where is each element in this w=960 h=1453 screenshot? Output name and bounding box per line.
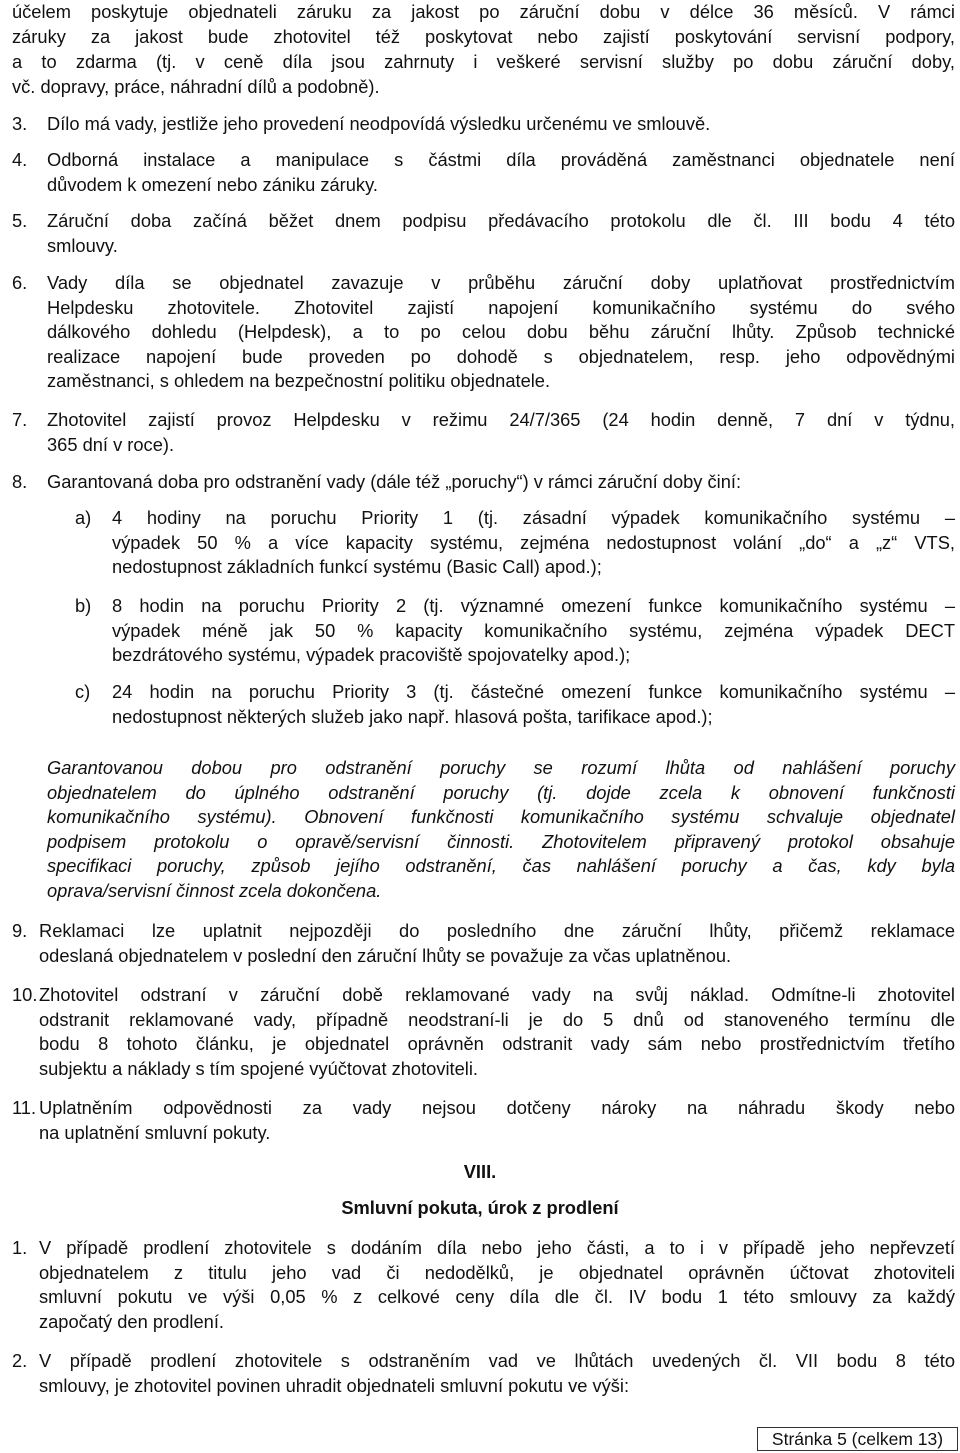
- italic-line: Garantovanou dobou pro odstranění poruchy se rozumí lhůta od nahlášení poruchy: [47, 757, 955, 778]
- item-line: zaměstnanci, s ohledem na bezpečnostní politiku objednatele.: [47, 370, 551, 392]
- item-line: Vady díla se objednatel zavazuje v průběhu záruční doby uplatňovat prostřednictvím: [47, 272, 955, 293]
- item-line: odstranit reklamované vady, případně neodstraní-li je do 5 dnů od stanoveného termínu dle: [39, 1008, 955, 1030]
- italic-line: objednatelem do úplného odstranění poruchy (tj. dojde zcela k obnovení funkčnosti: [47, 781, 955, 803]
- italic-paragraph: [47, 756, 955, 904]
- item-line: Zhotovitel odstraní v záruční době reklamované vady na svůj náklad. Odmítne-li zhotovitel: [39, 984, 955, 1005]
- sub-item-line: 4 hodiny na poruchu Priority 1 (tj. zásadní výpadek komunikačního systému –: [112, 507, 955, 528]
- list-item-5: [12, 209, 955, 258]
- item-line: objednatelem z titulu jeho vad či nedodělků, je objednatel oprávněn účtovat zhotoviteli: [39, 1261, 955, 1283]
- item-number: 2.: [12, 1350, 28, 1371]
- list-item-9: [12, 919, 955, 968]
- sub-item-line: výpadek méně jak 50 % kapacity komunikačního systému, zejména výpadek DECT: [112, 619, 955, 641]
- item-line: V případě prodlení zhotovitele s odstraněním vad ve lhůtách uvedených čl. VII bodu 8 této: [39, 1350, 955, 1371]
- item-line: důvodem k omezení nebo zániku záruky.: [47, 173, 378, 195]
- sub-item-line: 8 hodin na poruchu Priority 2 (tj. významné omezení funkce komunikačního systému –: [112, 595, 955, 616]
- item-number: 1.: [12, 1237, 28, 1258]
- item-number: 6.: [12, 272, 28, 293]
- intro-line: účelem poskytuje objednateli záruku za jakost po záruční dobu v délce 36 měsíců. V rámci: [12, 1, 955, 22]
- item-line: smlouvy.: [47, 234, 118, 256]
- item-line: Dílo má vady, jestliže jeho provedení neodpovídá výsledku určenému ve smlouvě.: [47, 113, 711, 134]
- sub-item-label: b): [75, 595, 92, 616]
- section-item-2: [12, 1349, 955, 1398]
- intro-line: vč. dopravy, práce, náhradní dílů a podobně).: [12, 76, 380, 97]
- list-item-8: [12, 470, 955, 495]
- item-line: 365 dní v roce).: [47, 433, 175, 455]
- section-title: Smluvní pokuta, úrok z prodlení: [341, 1197, 619, 1218]
- list-item-11: [12, 1096, 955, 1145]
- italic-line: oprava/servisní činnost zcela dokončena.: [47, 879, 382, 901]
- sub-item-label: c): [75, 681, 91, 702]
- item-line: Záruční doba začíná běžet dnem podpisu předávacího protokolu dle čl. III bodu 4 této: [47, 210, 955, 231]
- italic-line: podpisem protokolu o opravě/servisní činnosti. Zhotovitelem připravený protokol obsahuje: [47, 830, 955, 852]
- item-number: 11.: [12, 1097, 37, 1118]
- item-line: Uplatněním odpovědnosti za vady nejsou dotčeny nároky na náhradu škody nebo: [39, 1097, 955, 1118]
- list-item-7: [12, 408, 955, 457]
- item-line: dálkového dohledu (Helpdesk), a to po celou dobu běhu záruční lhůty. Způsob technické: [47, 321, 955, 343]
- item-number: 4.: [12, 149, 28, 170]
- item-line: Odborná instalace a manipulace s částmi díla prováděná zaměstnanci objednatele není: [47, 149, 955, 170]
- item-number: 5.: [12, 210, 28, 231]
- item-number: 8.: [12, 471, 28, 492]
- item-line: započatý den prodlení.: [39, 1310, 224, 1332]
- list-item-4: [12, 148, 955, 197]
- sub-item-line: nedostupnost některých služeb jako např. hlasová pošta, tarifikace apod.);: [112, 705, 713, 727]
- item-line: smlouvy, je zhotovitel povinen uhradit objednateli smluvní pokutu ve výši:: [39, 1374, 630, 1396]
- item-line: Helpdesku zhotovitele. Zhotovitel zajistí napojení komunikačního systému do svého: [47, 296, 955, 318]
- item-line: Zhotovitel zajistí provoz Helpdesku v režimu 24/7/365 (24 hodin denně, 7 dní v týdnu,: [47, 409, 955, 430]
- item-line: Reklamaci lze uplatnit nejpozději do posledního dne záruční lhůty, přičemž reklamace: [39, 920, 955, 941]
- sub-item-label: a): [75, 507, 92, 528]
- item-line: Garantovaná doba pro odstranění vady (dále též „poruchy“) v rámci záruční doby činí:: [47, 471, 742, 492]
- item-line: subjektu a náklady s tím spojené vyúčtovat zhotoviteli.: [39, 1057, 478, 1079]
- sub-item-b: [75, 594, 955, 668]
- page-number-footer: Stránka 5 (celkem 13): [757, 1427, 958, 1451]
- item-line: odeslaná objednatelem v poslední den záruční lhůty se považuje za včas uplatněnou.: [39, 944, 732, 966]
- item-number: 3.: [12, 113, 28, 134]
- item-number: 9.: [12, 920, 28, 941]
- sub-item-line: výpadek 50 % a více kapacity systému, zejména nedostupnost volání „do“ a „z“ VTS,: [112, 531, 955, 553]
- sub-item-line: nedostupnost základních funkcí systému (Basic Call) apod.);: [112, 556, 602, 578]
- list-item-3: [12, 112, 955, 137]
- italic-line: specifikaci poruchy, způsob jejího odstranění, čas nahlášení poruchy a čas, kdy byla: [47, 855, 955, 877]
- sub-item-c: [75, 680, 955, 729]
- item-line: bodu 8 tohoto článku, je objednatel oprávněn odstranit vady sám nebo prostřednictvím třetího: [39, 1033, 955, 1055]
- section-number: VIII.: [463, 1161, 497, 1182]
- list-item-10: [12, 983, 955, 1081]
- list-item-6: [12, 271, 955, 394]
- intro-line: záruky za jakost bude zhotovitel též poskytovat nebo zajistí poskytování servisní podpory,: [12, 26, 955, 47]
- item-number: 7.: [12, 409, 28, 430]
- italic-line: komunikačního systému). Obnovení funkčnosti komunikačního systému schvaluje objednatel: [47, 806, 955, 828]
- item-line: realizace napojení bude proveden po dohodě s objednatelem, resp. jeho odpovědnými: [47, 345, 955, 367]
- sub-item-line: bezdrátového systému, výpadek pracoviště spojovatelky apod.);: [112, 644, 631, 666]
- intro-line: a to zdarma (tj. v ceně díla jsou zahrnuty i veškeré servisní služby po dobu záruční doby,: [12, 51, 955, 72]
- sub-item-line: 24 hodin na poruchu Priority 3 (tj. částečné omezení funkce komunikačního systému –: [112, 681, 955, 702]
- item-line: na uplatnění smluvní pokuty.: [39, 1121, 271, 1143]
- section-item-1: [12, 1236, 955, 1334]
- sub-item-a: [75, 506, 955, 580]
- item-line: V případě prodlení zhotovitele s dodáním díla nebo jeho části, a to i v případě jeho nepřevzetí: [39, 1237, 955, 1258]
- item-number: 10.: [12, 984, 38, 1005]
- item-line: smluvní pokutu ve výši 0,05 % z celkové ceny díla dle čl. IV bodu 1 této smlouvy za každý: [39, 1286, 955, 1308]
